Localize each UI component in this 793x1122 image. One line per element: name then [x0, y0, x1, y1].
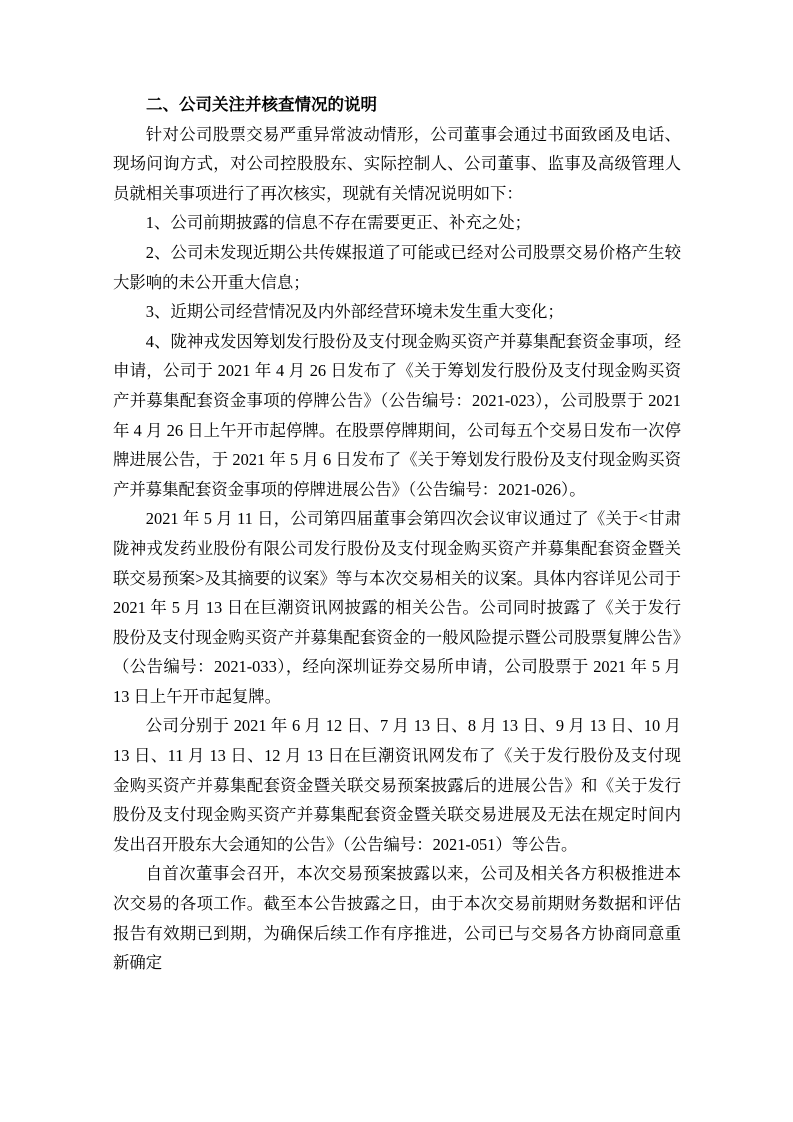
list-item-3: 3、近期公司经营情况及内外部经营环境未发生重大变化；	[145, 302, 564, 322]
paragraph-board-meeting: 2021 年 5 月 11 日，公司第四届董事会第四次会议审议通过了《关于<甘肃陇神戎发药业股份有限公司发行股份及支付现金购买资产并募集配套资金暨关联交易预案>及其摘要的议案》等与本次交易相关的议案。具体内容详见公司于 2021 年 5 月 13 日在巨潮资讯网披露的相关公告。公司同时披露了《关于发行股份及支付现金购买资产并募集配套资金的一般风险提示暨公司股票复牌公告》（公告编号：2021-033），经向深圳证券交易所申请，公司股票于 2021 年 5 月 13 日上午开市起复牌。	[113, 509, 681, 706]
list-item-2: 2、公司未发现近期公共传媒报道了可能或已经对公司股票交易价格产生较大影响的未公开重大信息；	[113, 242, 681, 292]
paragraph-progress-announcements: 公司分别于 2021 年 6 月 12 日、7 月 13 日、8 月 13 日、9 月 13 日、10 月 13 日、11 月 13 日、12 月 13 日在巨潮资讯网发布了《关于发行股份及支付现金购买资产并募集配套资金暨关联交易预案披露后的进展公告》和《关于发行股份及支付现金购买资产并募集配套资金暨关联交易进展及无法在规定时间内发出召开股东大会通知的公告》（公告编号：2021-051）等公告。	[113, 716, 681, 854]
paragraph-intro: 针对公司股票交易严重异常波动情形，公司董事会通过书面致函及电话、现场问询方式，对公司控股股东、实际控制人、公司董事、监事及高级管理人员就相关事项进行了再次核实，现就有关情况说明如下：	[113, 124, 681, 203]
list-item-1: 1、公司前期披露的信息不存在需要更正、补充之处；	[145, 213, 531, 233]
list-item-4: 4、陇神戎发因筹划发行股份及支付现金购买资产并募集配套资金事项，经申请，公司于 2021 年 4 月 26 日发布了《关于筹划发行股份及支付现金购买资产并募集配套资金事项的停牌公告》（公告编号：2021-023），公司股票于 2021 年 4 月 26 日上午开市起停牌。在股票停牌期间，公司每五个交易日发布一次停牌进展公告，于 2021 年 5 月 6 日发布了《关于筹划发行股份及支付现金购买资产并募集配套资金事项的停牌进展公告》（公告编号：2021-026）。	[113, 331, 681, 499]
paragraph-transaction-status: 自首次董事会召开，本次交易预案披露以来，公司及相关各方积极推进本次交易的各项工作。截至本公告披露之日，由于本次交易前期财务数据和评估报告有效期已到期，为确保后续工作有序推进，公司已与交易各方协商同意重新确定	[113, 864, 681, 973]
section-title: 二、公司关注并核查情况的说明	[146, 95, 377, 114]
